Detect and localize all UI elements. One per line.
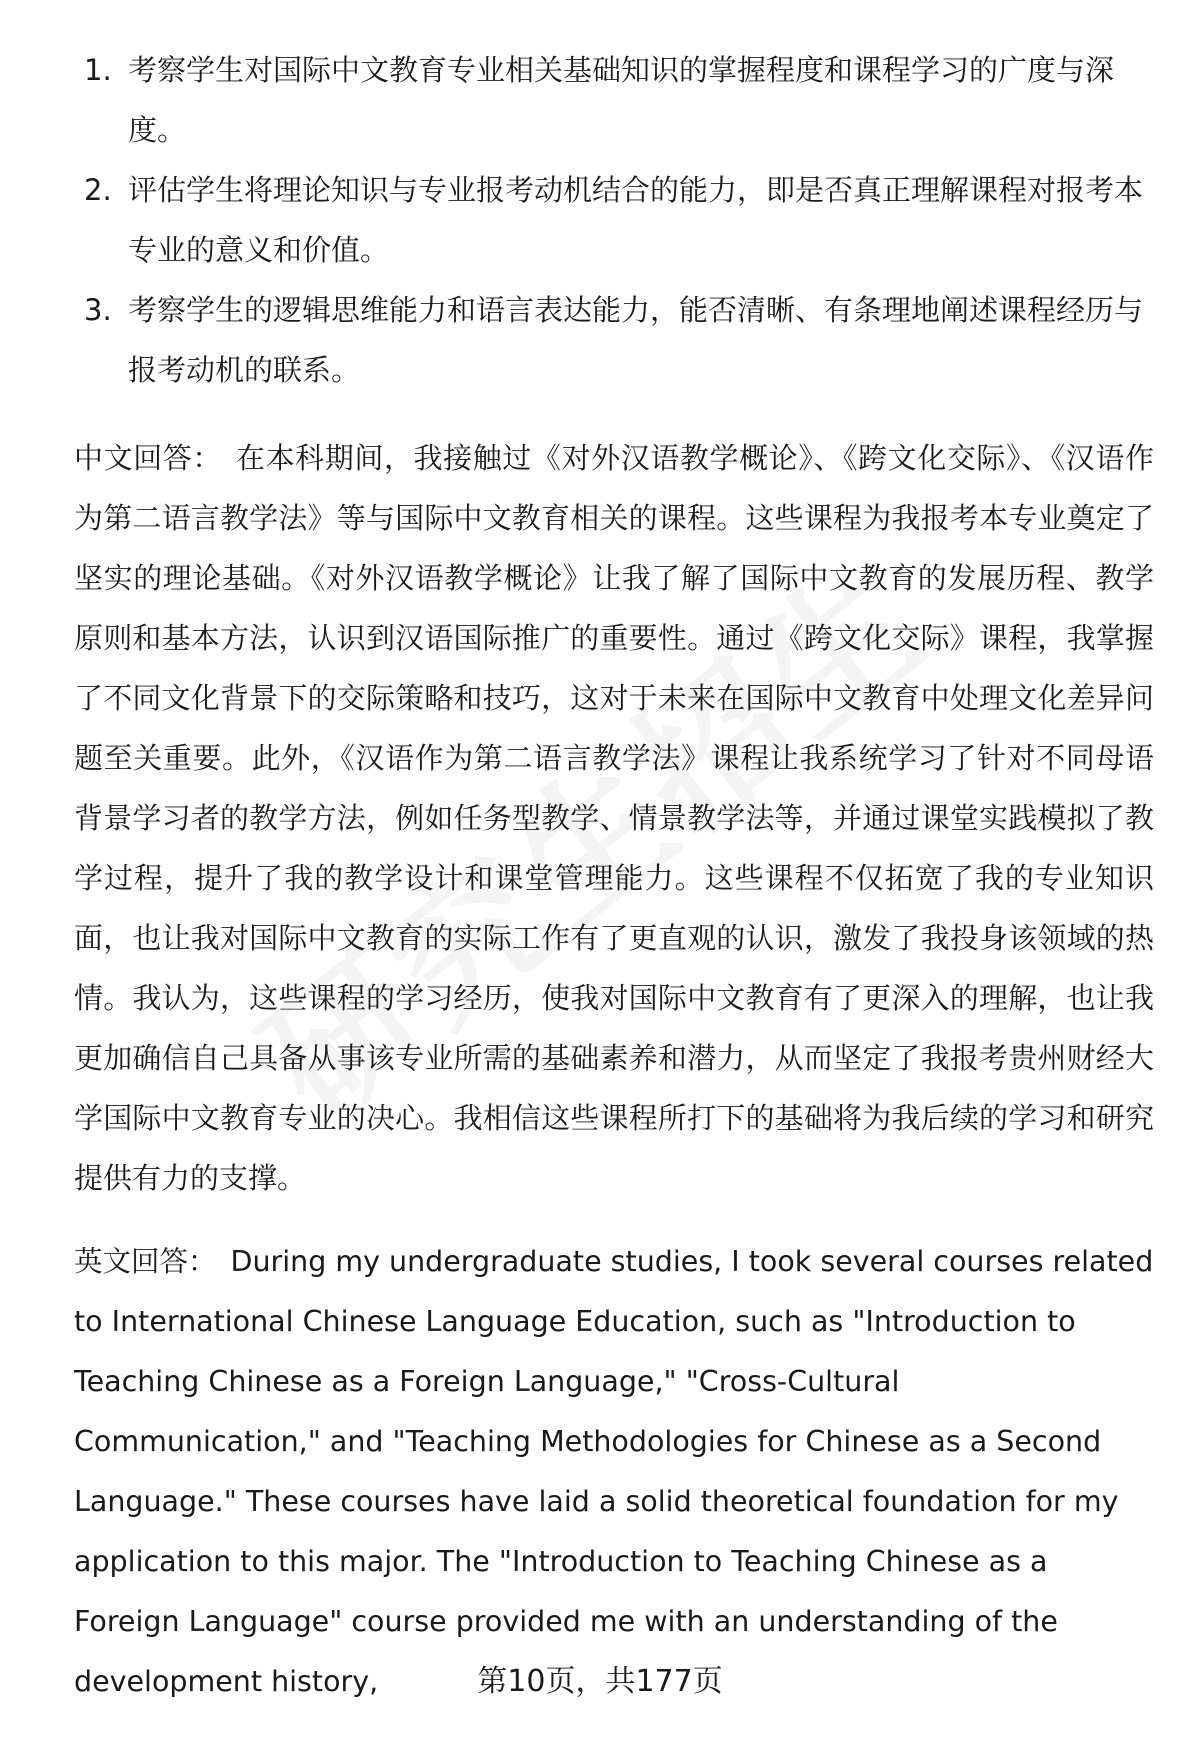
chinese-answer-label: 中文回答：: [74, 441, 222, 475]
list-item: [74, 40, 1144, 160]
list-item-text: 考察学生对国际中文教育专业相关基础知识的掌握程度和课程学习的广度与深度。: [128, 53, 1115, 147]
list-number: 2.: [84, 173, 112, 207]
english-answer-paragraph: [74, 1232, 1154, 1712]
criteria-list: [74, 40, 1144, 400]
english-answer-text: During my undergraduate studies, I took several courses related to International Chinese Language Education, such as "Introduction to Teaching Chinese as a Foreign Language," "Cross-Cultural Communication," and "Teaching Methodologies for Chinese as a Second Language." These courses have laid a solid theoretical foundation for my application to this major. The "Introduction to Teaching Chinese as a Foreign Language" course provided me with an understanding of the development history,: [74, 1245, 1154, 1698]
list-item: [74, 160, 1144, 280]
english-answer-label: 英文回答：: [74, 1245, 217, 1278]
list-number: 3.: [84, 293, 112, 327]
list-number: 1.: [84, 53, 112, 87]
chinese-answer-paragraph: [74, 428, 1154, 1208]
list-item-text: 评估学生将理论知识与专业报考动机结合的能力，即是否真正理解课程对报考本专业的意义和价值。: [128, 173, 1144, 267]
page-number-footer: 第10页，共177页: [477, 1664, 723, 1699]
chinese-answer-text: 在本科期间，我接触过《对外汉语教学概论》、《跨文化交际》、《汉语作为第二语言教学法》等与国际中文教育相关的课程。这些课程为我报考本专业奠定了坚实的理论基础。《对外汉语教学概论》让我了解了国际中文教育的发展历程、教学原则和基本方法，认识到汉语国际推广的重要性。通过《跨文化交际》课程，我掌握了不同文化背景下的交际策略和技巧，这对于未来在国际中文教育中处理文化差异问题至关重要。此外，《汉语作为第二语言教学法》课程让我系统学习了针对不同母语背景学习者的教学方法，例如任务型教学、情景教学法等，并通过课堂实践模拟了教学过程，提升了我的教学设计和课堂管理能力。这些课程不仅拓宽了我的专业知识面，也让我对国际中文教育的实际工作有了更直观的认识，激发了我投身该领域的热情。我认为，这些课程的学习经历，使我对国际中文教育有了更深入的理解，也让我更加确信自己具备从事该专业所需的基础素养和潜力，从而坚定了我报考贵州财经大学国际中文教育专业的决心。我相信这些课程所打下的基础将为我后续的学习和研究提供有力的支撑。: [74, 441, 1154, 1195]
list-item: [74, 280, 1144, 400]
list-item-text: 考察学生的逻辑思维能力和语言表达能力，能否清晰、有条理地阐述课程经历与报考动机的联系。: [128, 293, 1144, 387]
